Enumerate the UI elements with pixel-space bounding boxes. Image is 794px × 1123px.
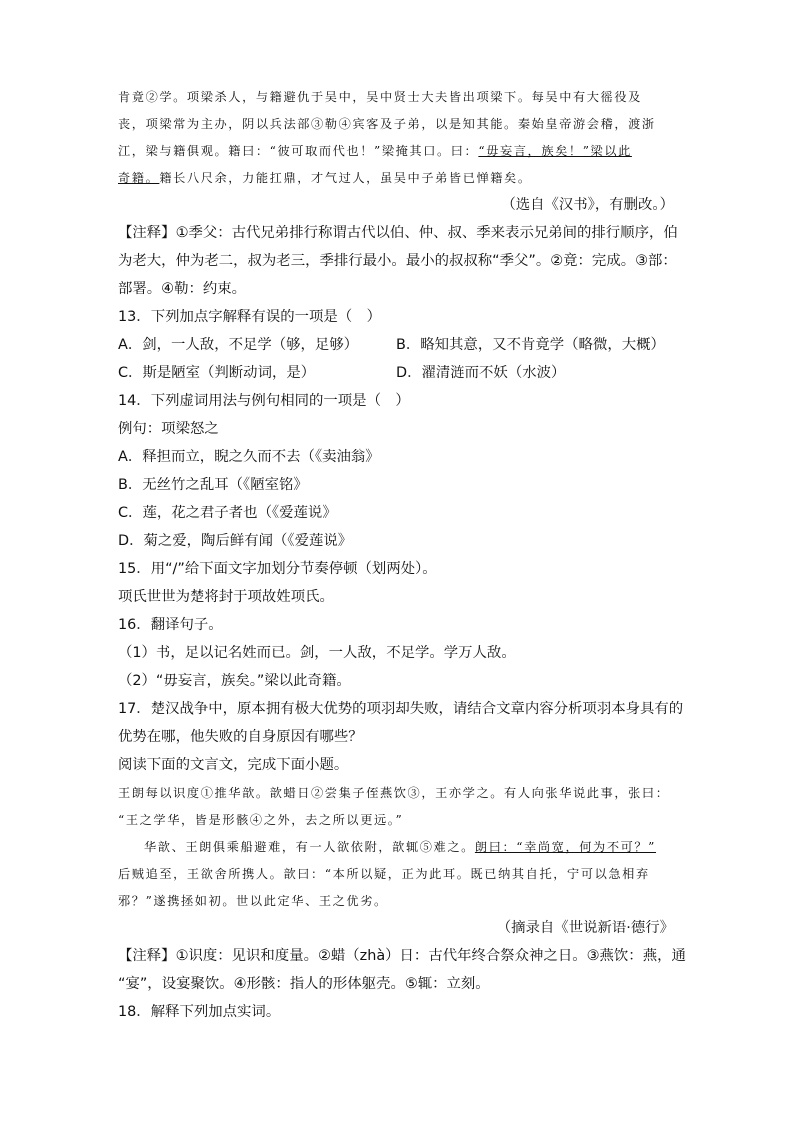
option-d: D．濯清涟而不妖（水波） [396, 365, 566, 381]
option-c: C．斯是陋室（判断动词，是） [118, 365, 316, 381]
passage-1 [118, 88, 674, 224]
passage-2-line: 邪？”遂携拯如初。世以此定华、王之优劣。 [118, 894, 388, 908]
option-row [118, 364, 674, 392]
option-row [118, 336, 674, 364]
document-page [118, 88, 686, 1031]
passage-2-line: 后贼追至，王欲舍所携人。歆曰：“本所以疑，正为此耳。既已纳其自托，宁可以急相弃 [118, 867, 650, 881]
underlined-sentence: “毋妄言，族矣！”梁以此 [478, 144, 632, 158]
question-stem: 14．下列虚词用法与例句相同的一项是（ ） [118, 393, 410, 409]
question-16 [118, 616, 674, 700]
question-18-stem: 18．解释下列加点实词。 [118, 1004, 281, 1020]
reading-instruction: 阅读下面的文言文，完成下面小题。 [118, 757, 349, 773]
underlined-sentence: 奇籍。 [118, 171, 160, 185]
question-stem: 16．翻译句子。 [118, 617, 223, 633]
option-a: A．剑，一人敌，不足学（够，足够） [118, 337, 359, 353]
passage-2-line [118, 838, 674, 865]
passage-2-line-text: 华歆、王朗俱乘船避难，有一人欲依附，歆辄⑤难之。 [144, 840, 475, 854]
option-b: B．略知其意，又不肯竟学（略微，大概） [396, 337, 665, 353]
notes-1 [118, 224, 678, 308]
passage-1-line [118, 169, 674, 196]
question-stem: 17．楚汉战争中，原本拥有极大优势的项羽却失败，请结合文章内容分析项羽本身具有的 [118, 701, 684, 717]
passage-1-line [118, 142, 674, 169]
passage-1-source: （选自《汉书》，有删改。） [501, 197, 674, 213]
note-line: “宴”，设宴聚饮。④形骸：指人的形体躯壳。⑤辄：立刻。 [118, 976, 490, 992]
note-line: 【注释】①识度：见识和度量。②蜡（zhà）日：古代年终合祭众神之日。③燕饮：燕，通 [118, 948, 686, 964]
question-stem: 优势在哪，他失败的自身原因有哪些？ [118, 729, 363, 745]
sub-item: （1）书，足以记名姓而已。剑，一人敌，不足学。学万人敌。 [118, 645, 516, 661]
passage-2-source: （摘录自《世说新语·德行》 [496, 920, 674, 936]
question-17 [118, 700, 684, 756]
example-sentence: 例句：项梁怒之 [118, 421, 219, 437]
passage-2 [118, 784, 674, 947]
sub-item: （2）“毋妄言，族矣。”梁以此奇籍。 [118, 673, 351, 689]
note-line: 部署。④勒：约束。 [118, 281, 247, 297]
question-14 [118, 392, 674, 560]
passage-2-line: “王之学华，皆是形骸④之外，去之所以更远。” [118, 813, 404, 827]
option-d: D．菊之爱，陶后鲜有闻（《爱莲说》 [118, 533, 353, 549]
question-15 [118, 560, 674, 616]
underlined-sentence: 朗曰：“幸尚宽，何为不可？” [474, 840, 657, 854]
question-stem: 15．用“/”给下面文字加划分节奏停顿（划两处）。 [118, 561, 437, 577]
passage-2-line: 王朗每以识度①推华歆。歆蜡日②尝集子侄燕饮③，王亦学之。有人向张华说此事，张曰： [118, 786, 670, 800]
passage-1-line-text: 江，梁与籍俱观。籍曰：“彼可取而代也！”梁掩其口。曰： [118, 144, 479, 158]
question-text: 项氏世世为楚将封于项故姓项氏。 [118, 589, 334, 605]
note-line: 为老大，仲为老二，叔为老三，季排行最小。最小的叔叔称“季父”。②竟：完成。③部： [118, 253, 677, 269]
question-stem: 13．下列加点字解释有误的一项是（ ） [118, 309, 381, 325]
option-b: B．无丝竹之乱耳（《陋室铭》 [118, 477, 308, 493]
notes-2 [118, 947, 686, 1003]
passage-1-line-text: 籍长八尺余，力能扛鼎，才气过人，虽吴中子弟皆已惮籍矣。 [159, 171, 532, 185]
passage-1-line: 肯竟②学。项梁杀人，与籍避仇于吴中，吴中贤士大夫皆出项梁下。每吴中有大徭役及 [118, 90, 642, 104]
option-c: C．莲，花之君子者也（《爱莲说》 [118, 505, 337, 521]
passage-1-line: 丧，项梁常为主办，阴以兵法部③勒④宾客及子弟，以是知其能。秦始皇帝游会稽，渡浙 [118, 117, 656, 131]
note-line: 【注释】①季父：古代兄弟排行称谓古代以伯、仲、叔、季来表示兄弟间的排行顺序，伯 [118, 225, 678, 241]
question-13 [118, 308, 674, 392]
option-a: A．释担而立，睨之久而不去（《卖油翁》 [118, 449, 380, 465]
